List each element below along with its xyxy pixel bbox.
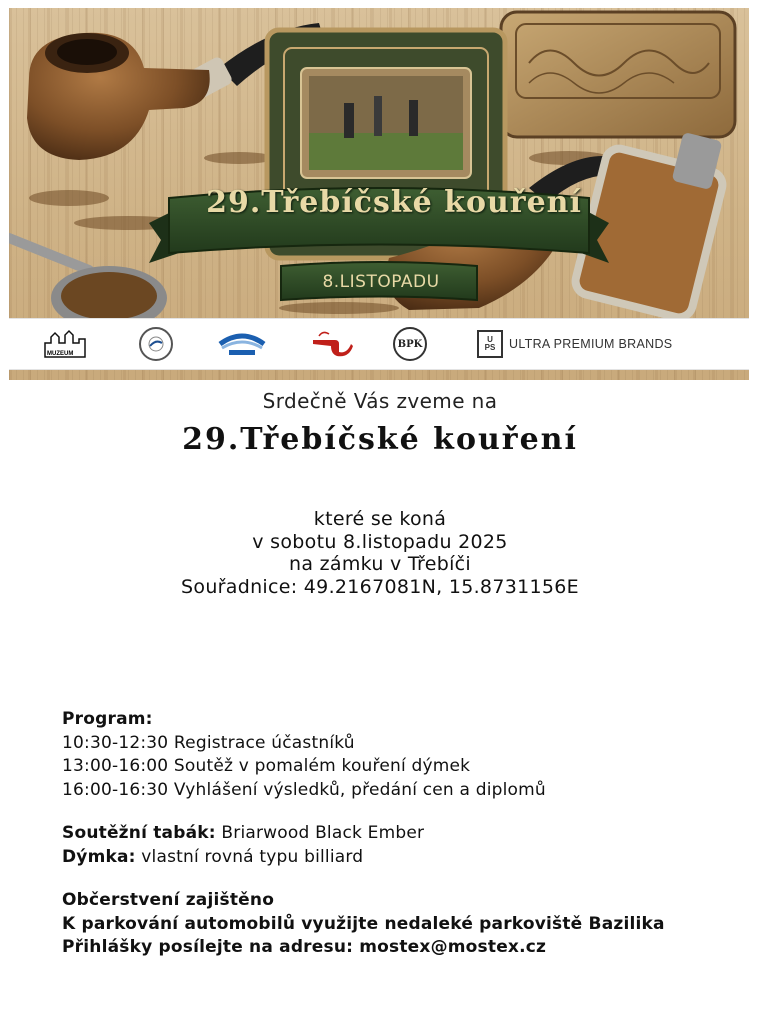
ups-top-letter: U (487, 335, 493, 344)
bpk-circle-icon (393, 327, 427, 361)
details-date: v sobotu 8.listopadu 2025 (252, 530, 508, 553)
competition-tobacco (62, 822, 742, 846)
details-line-1: které se koná (313, 508, 447, 530)
parking-note: K parkování automobilů využijte nedaleké parkoviště Bazilika (62, 913, 665, 934)
banner-title: 29.Třebíčské kouření (206, 185, 582, 220)
registration-note: Přihlášky posílejte na adresu: mostex@mostex.cz (62, 937, 547, 957)
event-details (0, 508, 760, 598)
competition-pipe (62, 846, 742, 870)
pipe-value: vlastní rovná typu billiard (141, 846, 364, 867)
bpk-logo-text: BPK (397, 338, 423, 350)
museum-logo (43, 329, 87, 359)
club-seal-logo (139, 327, 173, 361)
refreshments-note: Občerstvení zajištěno (62, 890, 275, 910)
museum-logo-text: MUZEUM (47, 351, 74, 357)
mostex-group-logo (217, 330, 267, 358)
pipe-shop-logo (309, 330, 355, 358)
ups-box-icon (477, 330, 503, 358)
banner-date: 8.LISTOPADU (322, 272, 440, 292)
program-item: 10:30-12:30 Registrace účastníků (62, 732, 355, 753)
pipe-label: Dýmka: (62, 846, 136, 867)
ups-bottom-letters: PS (484, 343, 496, 352)
details-coordinates: Souřadnice: 49.2167081N, 15.8731156E (181, 575, 579, 598)
ultra-premium-brands-text: ULTRA PREMIUM BRANDS (509, 337, 673, 351)
spoon-illustration (9, 238, 167, 330)
club-seal-icon (139, 327, 173, 361)
sponsor-logos-strip (9, 318, 749, 370)
program-item: 16:00-16:30 Vyhlášení výsledků, předání cen a diplomů (62, 779, 546, 800)
program-section (62, 708, 742, 960)
tin-box-illustration (501, 12, 735, 137)
ultra-premium-brands-logo (477, 330, 672, 358)
mostex-wave-icon (217, 330, 267, 358)
tobacco-value: Briarwood Black Ember (221, 823, 425, 843)
program-item: 13:00-16:00 Soutěž v pomalém kouření dýmek (62, 756, 471, 776)
pipe-icon (309, 330, 355, 358)
details-venue: na zámku v Třebíči (289, 553, 471, 575)
tobacco-label: Soutěžní tabák: (62, 823, 216, 843)
event-title: 29.Třebíčské kouření (182, 422, 578, 457)
bpk-logo (393, 327, 427, 361)
invite-line: Srdečně Vás zveme na (262, 389, 498, 413)
event-banner (9, 8, 749, 380)
program-heading: Program: (62, 709, 153, 729)
